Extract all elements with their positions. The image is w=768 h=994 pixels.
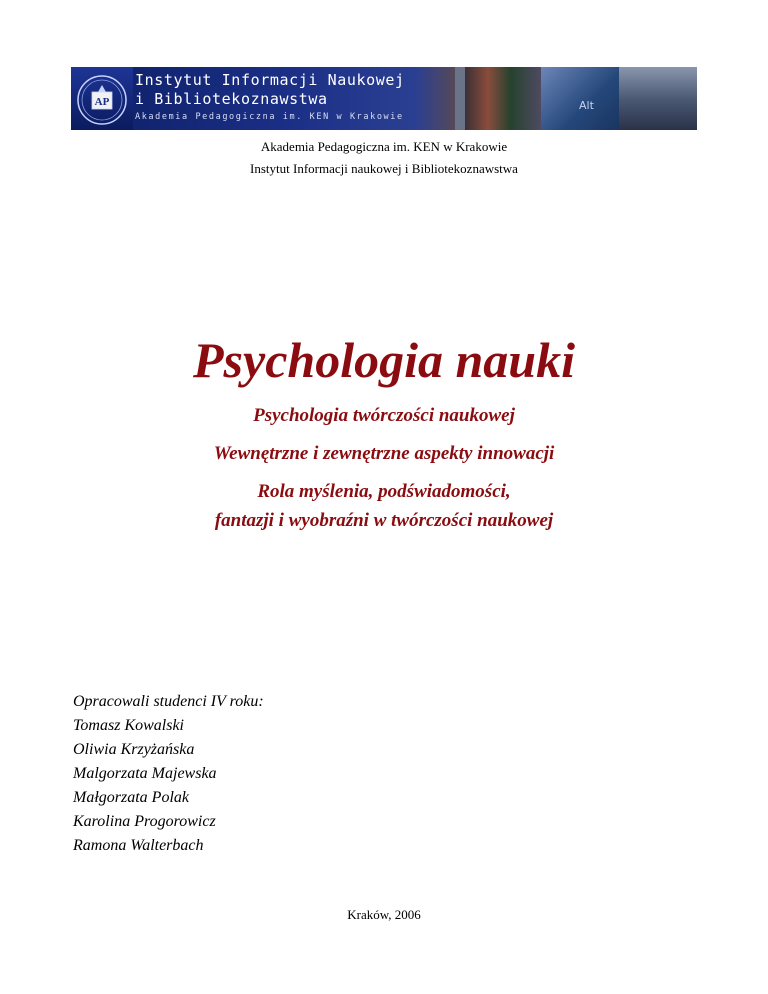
authors-block — [73, 690, 264, 858]
authors-heading: Opracowali studenci IV roku: — [73, 693, 264, 710]
subtitle-line-2: Wewnętrzne i zewnętrzne aspekty innowacji — [213, 443, 555, 464]
author-name: Małgorzata Polak — [73, 789, 189, 806]
lecture-hall-photo — [619, 67, 697, 130]
university-logo — [71, 67, 133, 130]
department-name: Instytut Informacji naukowej i Bibliotekoznawstwa — [250, 161, 518, 176]
subtitle-line-4: fantazji i wyobraźni w twórczości naukowej — [214, 510, 554, 531]
document-title: Psychologia nauki — [193, 332, 575, 388]
banner-subtitle: Akademia Pedagogiczna im. KEN w Krakowie — [135, 112, 404, 122]
author-name: Ramona Walterbach — [73, 837, 204, 854]
author-name: Oliwia Krzyżańska — [73, 741, 195, 758]
author-name: Malgorzata Majewska — [73, 765, 217, 782]
author-name: Tomasz Kowalski — [73, 717, 184, 734]
banner-photo-strip — [455, 67, 465, 130]
header-banner — [71, 67, 697, 130]
bookshelf-photo — [465, 67, 541, 130]
institution-name: Akademia Pedagogiczna im. KEN w Krakowie — [260, 139, 508, 154]
banner-title-line1: Instytut Informacji Naukowej — [135, 71, 405, 89]
place-and-date: Kraków, 2006 — [347, 907, 421, 922]
author-name: Karolina Progorowicz — [73, 813, 216, 830]
alt-key-label: Alt — [579, 99, 594, 112]
subtitle-line-1: Psychologia twórczości naukowej — [253, 405, 515, 426]
subtitle-line-3: Rola myślenia, podświadomości, — [257, 481, 511, 502]
svg-text:AP: AP — [94, 96, 110, 108]
banner-title-line2: i Bibliotekoznawstwa — [135, 90, 328, 108]
